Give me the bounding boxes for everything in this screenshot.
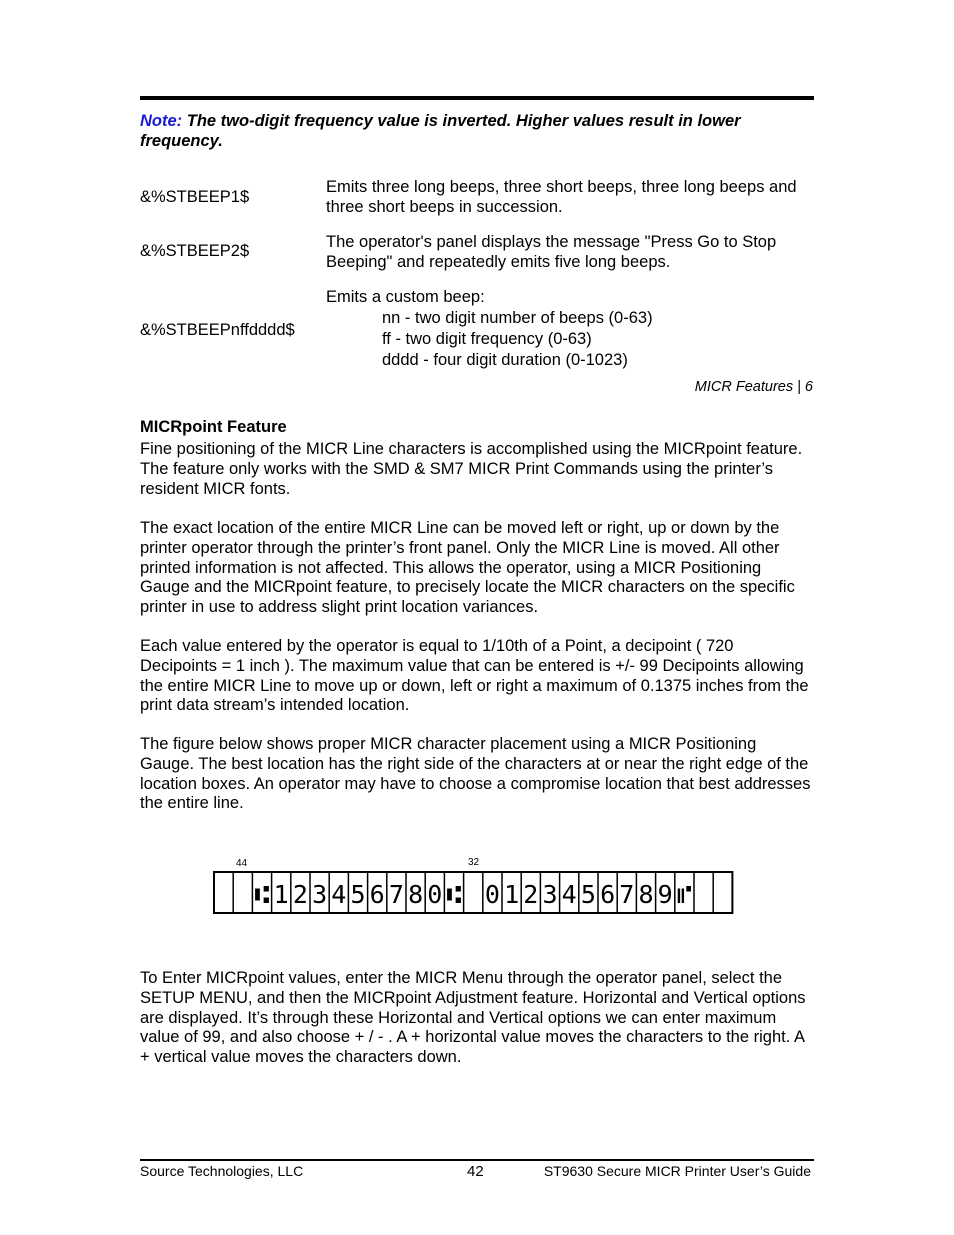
gauge-micr-character: ⑈ [676,880,692,909]
running-head: MICR Features | 6 [694,379,813,395]
micr-positioning-gauge [212,852,738,928]
gauge-micr-character: 6 [600,880,616,909]
gauge-label-32: 32 [468,857,480,868]
gauge-micr-character: 3 [542,880,558,909]
note-text: The two-digit frequency value is inverted. Higher values result in lower frequency. [140,112,741,150]
gauge-micr-character: 8 [408,880,424,909]
gauge-micr-character: 8 [638,880,654,909]
gauge-micr-character: 4 [561,880,577,909]
gauge-micr-character: ⑆ [254,880,270,909]
gauge-micr-character: 5 [350,880,366,909]
gauge-micr-character: 0 [427,880,443,909]
gauge-micr-character: ⑆ [446,880,462,909]
note-label: Note: [140,112,183,130]
param-beeps: nn - two digit number of beeps (0-63) [382,309,653,327]
gauge-micr-character: 1 [273,880,289,909]
gauge-micr-character: 7 [388,880,404,909]
command-name: &%STBEEP2$ [140,242,250,260]
gauge-micr-character: 1 [504,880,520,909]
command-description-intro: Emits a custom beep: [326,288,485,306]
gauge-micr-character: 4 [331,880,347,909]
footer-rule [140,1159,814,1161]
gauge-micr-character: 2 [523,880,539,909]
command-name: &%STBEEP1$ [140,188,250,206]
gauge-micr-character: 7 [619,880,635,909]
param-duration: dddd - four digit duration (0-1023) [382,351,628,369]
page-number: 42 [467,1163,484,1180]
header-rule [140,96,814,100]
gauge-frame [214,872,732,913]
gauge-micr-character: 5 [580,880,596,909]
frequency-note [140,112,800,151]
command-description: Emits three long beeps, three short beeps, three long beeps and three short beeps in succession. [326,178,797,216]
command-description: The operator's panel displays the message "Press Go to Stop Beeping" and repeatedly emits five long beeps. [326,233,777,271]
footer-company: Source Technologies, LLC [140,1163,304,1179]
paragraph-5: To Enter MICRpoint values, enter the MICR Menu through the operator panel, select the SETUP MENU, and then the MICRpoint Adjustment feature. Horizontal and Vertical options are displayed. It’s through these Horizontal and Vertical options we can enter maximum value of 99, and also choose + / - . A + horizontal value moves the characters to the right. A + vertical value moves the characters down. [140,969,806,1067]
gauge-micr-character: 3 [312,880,328,909]
gauge-micr-character: 0 [484,880,500,909]
command-description [326,287,806,370]
command-name: &%STBEEPnffdddd$ [140,321,295,339]
gauge-micr-character: 6 [369,880,385,909]
section-title: MICRpoint Feature [140,418,287,436]
gauge-micr-character: 9 [657,880,673,909]
gauge-label-44: 44 [236,858,248,869]
footer-guide-title: ST9630 Secure MICR Printer User’s Guide [543,1163,811,1179]
gauge-micr-character: 2 [292,880,308,909]
paragraph-1: Fine positioning of the MICR Line characters is accomplished using the MICRpoint feature. The feature only works with the SMD & SM7 MICR Print Commands using the printer’s resident MICR fonts. [140,440,803,498]
paragraph-3: Each value entered by the operator is equal to 1/10th of a Point, a decipoint ( 720 Decipoints = 1 inch ). The maximum value that can be entered is +/- 99 Decipoints allowing the entire MICR Line to move up or down, left or right a maximum of 0.1375 inches from the print data stream’s intended location. [140,637,809,715]
paragraph-4: The figure below shows proper MICR character placement using a MICR Positioning Gauge. The best location has the right side of the characters at or near the right edge of the location boxes. An operator may have to choose a compromise location that best addresses the entire line. [140,735,811,813]
paragraph-2: The exact location of the entire MICR Line can be moved left or right, up or down by the printer operator through the printer’s front panel. Only the MICR Line is moved. All other printed information is not affected. This allows the operator, using a MICR Positioning Gauge and the MICRpoint feature, to precisely locate the MICR characters on the specific printer in use to address slight print location variances. [140,519,795,617]
param-frequency: ff - two digit frequency (0-63) [382,330,592,348]
